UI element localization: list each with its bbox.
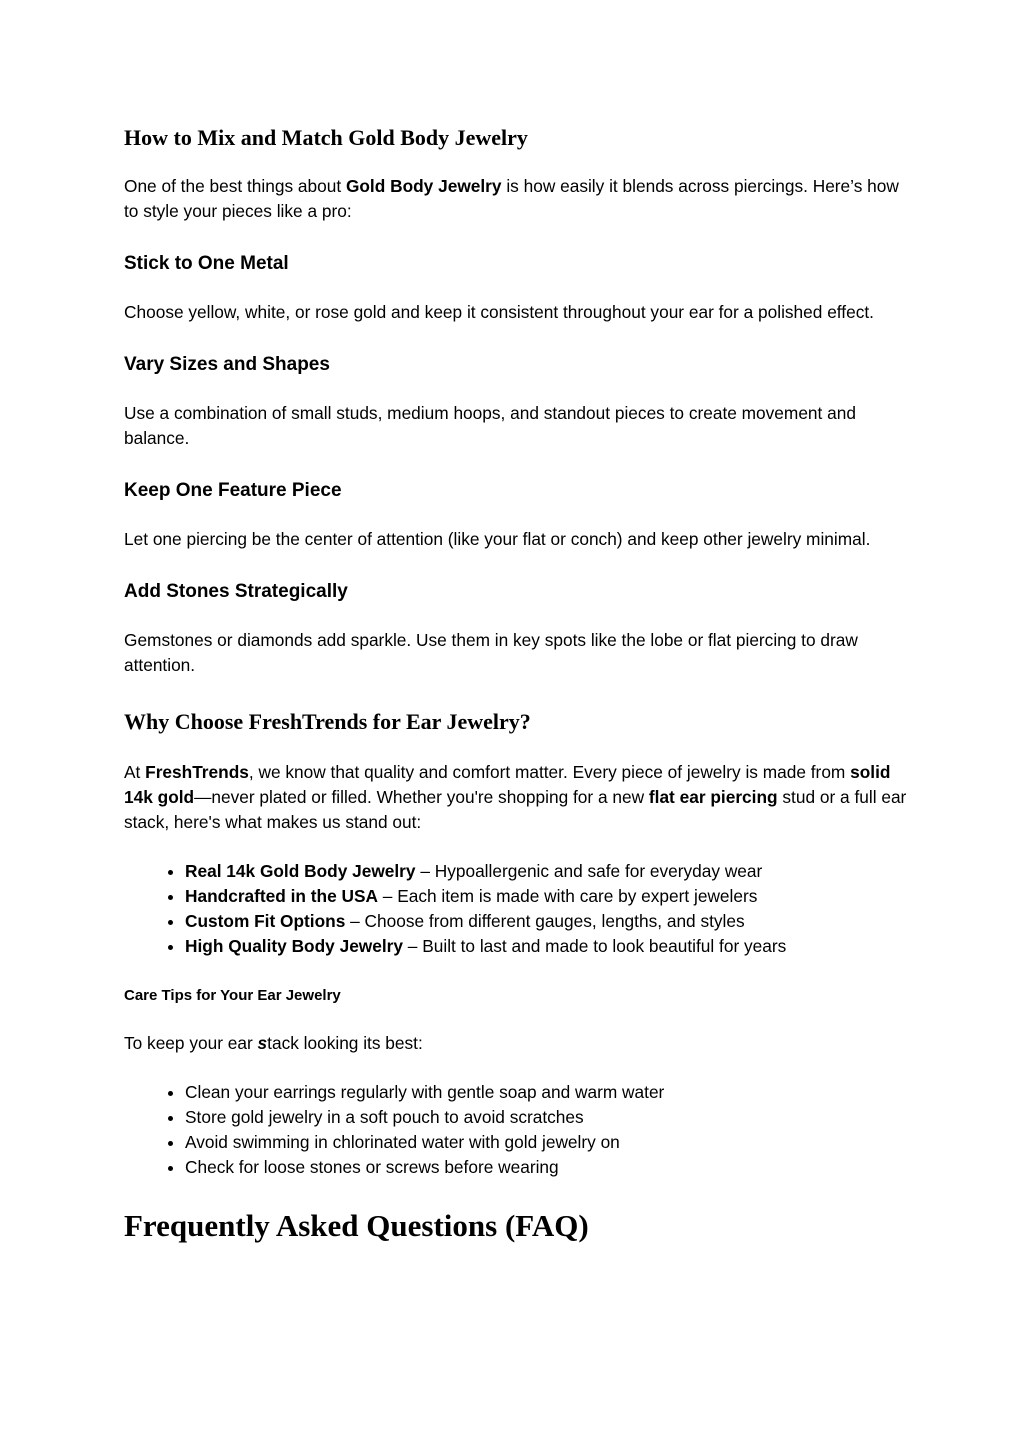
why-bold-1: FreshTrends [145,762,249,782]
list-item: • Clean your earrings regularly with gentle soap and warm water [185,1080,914,1105]
section-text-stones: Gemstones or diamonds add sparkle. Use them in key spots like the lobe or flat piercing to draw attention. [124,630,858,675]
bullet-text: – Each item is made with care by expert jewelers [378,886,758,906]
why-text-1: At [124,762,146,782]
care-intro-text-end: tack looking its best: [267,1033,423,1053]
document-content [124,122,914,1246]
care-intro-text: To keep your ear [124,1033,258,1053]
bullet-bold: High Quality Body Jewelry [185,936,403,956]
bullet-bold: Handcrafted in the USA [185,886,378,906]
intro-text: One of the best things about [124,176,346,196]
why-paragraph [124,760,914,835]
section-heading-sizes: Vary Sizes and Shapes [124,354,330,375]
section-heading-metal: Stick to One Metal [124,253,289,274]
bullet-text: – Choose from different gauges, lengths, and styles [345,911,745,931]
why-text-2: , we know that quality and comfort matter. Every piece of jewelry is made from [248,762,851,782]
bullet-text: – Hypoallergenic and safe for everyday wear [415,861,763,881]
list-item: • Store gold jewelry in a soft pouch to avoid scratches [185,1105,914,1130]
list-item: • Avoid swimming in chlorinated water with gold jewelry on [185,1130,914,1155]
care-heading: Care Tips for Your Ear Jewelry [124,987,341,1004]
bullet-bold: Custom Fit Options [185,911,346,931]
section-text-metal: Choose yellow, white, or rose gold and keep it consistent throughout your ear for a polished effect. [124,302,874,322]
why-heading: Why Choose FreshTrends for Ear Jewelry? [124,709,531,734]
section-heading-stones: Add Stones Strategically [124,581,348,602]
care-bullet-list [124,1080,914,1180]
page-title: How to Mix and Match Gold Body Jewelry [124,125,528,150]
intro-bold: Gold Body Jewelry [345,176,502,196]
why-bold-3: flat ear piercing [648,787,778,807]
bullet-text: – Built to last and made to look beautiful for years [403,936,787,956]
section-text-sizes: Use a combination of small studs, medium hoops, and standout pieces to create movement and balance. [124,403,856,448]
why-text-3: —never plated or filled. Whether you're shopping for a new [194,787,649,807]
care-intro-em: s [257,1033,268,1053]
list-item [185,909,914,934]
why-bold-2: solid 14k gold [124,762,891,807]
faq-heading: Frequently Asked Questions (FAQ) [124,1208,589,1243]
list-item [185,884,914,909]
list-item: • Check for loose stones or screws before wearing [185,1155,914,1180]
bullet-bold: Real 14k Gold Body Jewelry [185,861,416,881]
intro-paragraph [124,174,914,224]
care-intro [124,1031,914,1056]
section-heading-feature: Keep One Feature Piece [124,480,342,501]
section-text-feature: Let one piercing be the center of attention (like your flat or conch) and keep other jewelry minimal. [124,529,871,549]
list-item [185,934,914,959]
intro-text-end: is how easily it blends across piercings. Here’s how to style your pieces like a pro: [124,176,899,221]
why-text-4: stud or a full ear stack, here's what makes us stand out: [124,787,907,832]
why-bullet-list [124,859,914,959]
list-item [185,859,914,884]
